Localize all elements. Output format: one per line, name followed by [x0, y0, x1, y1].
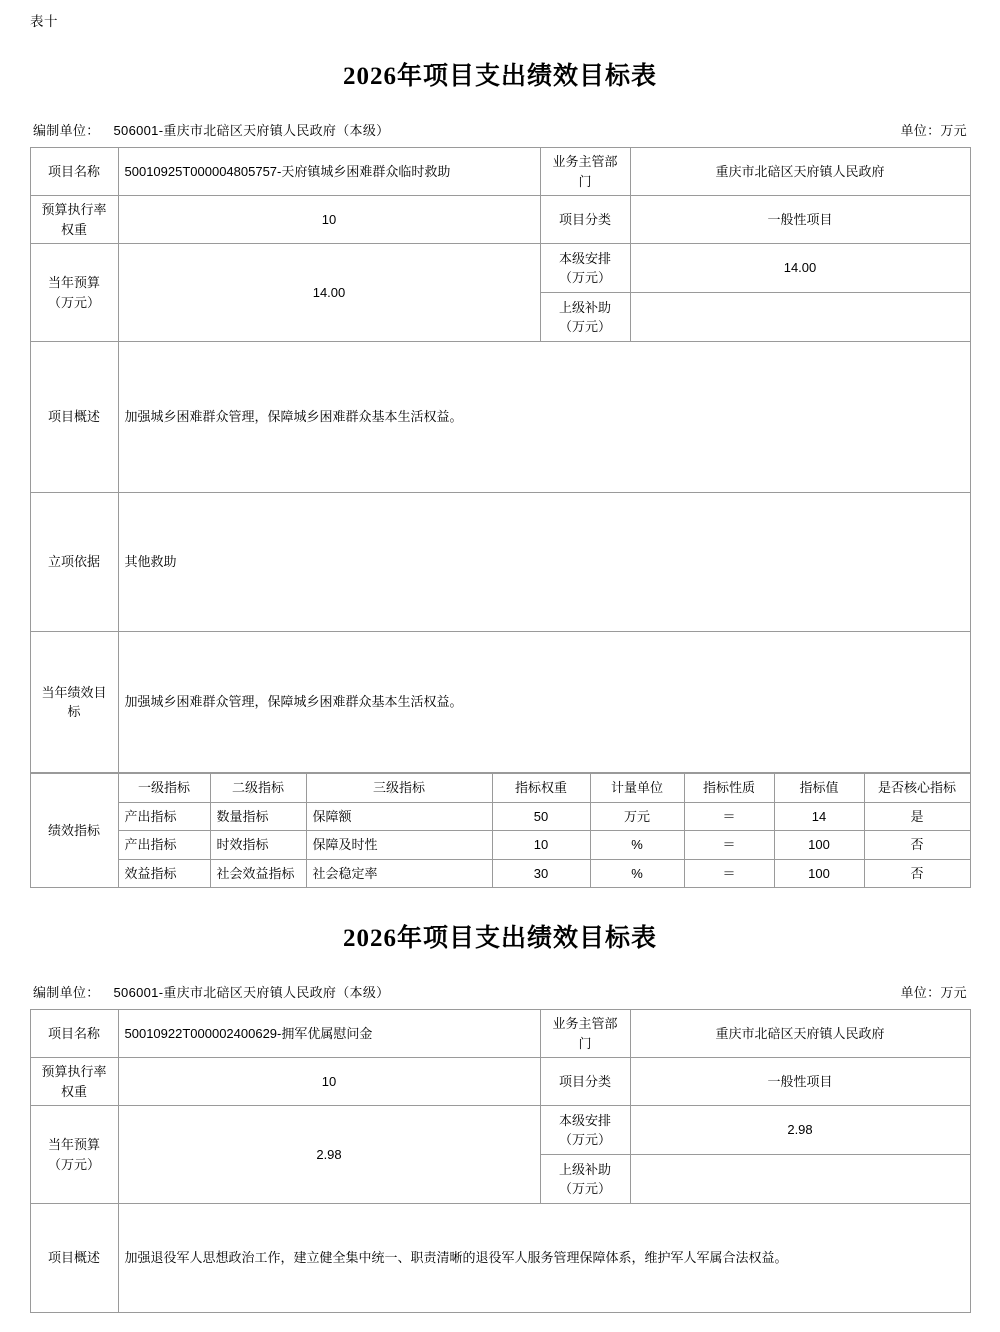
upper-subsidy-value	[630, 293, 970, 342]
current-year-budget-label-2: 当年预算（万元）	[30, 1106, 118, 1204]
project-category-label-2: 项目分类	[540, 1058, 630, 1106]
indicator-level2: 时效指标	[210, 831, 306, 860]
budget-exec-weight-value-2: 10	[118, 1058, 540, 1106]
meta-row-1	[0, 120, 1000, 139]
annual-perf-target-value: 加强城乡困难群众管理，保障城乡困难群众基本生活权益。	[118, 632, 970, 773]
indicator-level3: 保障及时性	[306, 831, 492, 860]
indicator-weight: 50	[492, 802, 590, 831]
project-overview-label: 项目概述	[30, 342, 118, 493]
local-arrangement-value-2: 2.98	[630, 1106, 970, 1155]
project-category-label: 项目分类	[540, 196, 630, 244]
indicator-col-value: 指标值	[774, 774, 864, 803]
indicator-core: 否	[864, 859, 970, 888]
page-title: 2026年项目支出绩效目标表	[342, 63, 657, 90]
annual-perf-target-label: 当年绩效目标	[30, 632, 118, 773]
approval-basis-value: 其他救助	[118, 493, 970, 632]
project-overview-value: 加强城乡困难群众管理，保障城乡困难群众基本生活权益。	[118, 342, 970, 493]
perf-indicator-label: 绩效指标	[30, 774, 118, 888]
indicator-level3: 社会稳定率	[306, 859, 492, 888]
meta-row-2	[0, 982, 1000, 1001]
indicator-core: 是	[864, 802, 970, 831]
indicator-header-row	[30, 774, 970, 803]
indicator-col-level3: 三级指标	[306, 774, 492, 803]
prepared-by-label: 编制单位：	[33, 123, 100, 138]
indicator-nature: ＝	[684, 802, 774, 831]
indicator-col-unit: 计量单位	[590, 774, 684, 803]
local-arrangement-label: 本级安排（万元）	[540, 244, 630, 293]
budget-exec-weight-value: 10	[118, 196, 540, 244]
indicator-core: 否	[864, 831, 970, 860]
table-row	[30, 632, 970, 773]
supervising-dept-value: 重庆市北碚区天府镇人民政府	[630, 148, 970, 196]
budget-exec-weight-label-2: 预算执行率权重	[30, 1058, 118, 1106]
project-category-value-2: 一般性项目	[630, 1058, 970, 1106]
indicator-value: 14	[774, 802, 864, 831]
budget-exec-weight-label: 预算执行率权重	[30, 196, 118, 244]
supervising-dept-label: 业务主管部门	[540, 148, 630, 196]
indicator-nature: ＝	[684, 859, 774, 888]
prepared-by-label-2: 编制单位：	[33, 985, 100, 1000]
indicator-level2: 数量指标	[210, 802, 306, 831]
upper-subsidy-label: 上级补助（万元）	[540, 293, 630, 342]
project-overview-value-2: 加强退役军人思想政治工作，建立健全集中统一、职责清晰的退役军人服务管理保障体系，维护军人军属合法权益。	[118, 1204, 970, 1313]
unit-note-1: 单位：万元	[900, 123, 967, 138]
approval-basis-label: 立项依据	[30, 493, 118, 632]
table-row	[30, 802, 970, 831]
indicator-col-weight: 指标权重	[492, 774, 590, 803]
upper-subsidy-value-2	[630, 1155, 970, 1204]
indicator-level1: 产出指标	[118, 831, 210, 860]
project-name-label-2: 项目名称	[30, 1010, 118, 1058]
prepared-unit-value: 506001-重庆市北碚区天府镇人民政府（本级）	[113, 123, 390, 138]
local-arrangement-label-2: 本级安排（万元）	[540, 1106, 630, 1155]
indicator-unit: %	[590, 831, 684, 860]
page-title-2: 2026年项目支出绩效目标表	[342, 925, 657, 952]
project-name-value-2: 50010922T000002400629-拥军优属慰问金	[118, 1010, 540, 1058]
current-year-budget-value-2: 2.98	[118, 1106, 540, 1204]
prepared-by-block	[33, 120, 389, 139]
table-row	[30, 342, 970, 493]
indicator-level3: 保障额	[306, 802, 492, 831]
indicator-weight: 30	[492, 859, 590, 888]
indicator-level2: 社会效益指标	[210, 859, 306, 888]
indicator-table-1	[30, 773, 971, 888]
unit-note-2: 单位：万元	[900, 985, 967, 1000]
local-arrangement-value: 14.00	[630, 244, 970, 293]
table-row	[30, 196, 970, 244]
prepared-unit-value-2: 506001-重庆市北碚区天府镇人民政府（本级）	[113, 985, 390, 1000]
table-row	[30, 831, 970, 860]
table-row	[30, 1106, 970, 1155]
project-category-value: 一般性项目	[630, 196, 970, 244]
current-year-budget-label: 当年预算（万元）	[30, 244, 118, 342]
prepared-by-block-2	[33, 982, 389, 1001]
performance-table-2	[30, 1009, 971, 1313]
supervising-dept-value-2: 重庆市北碚区天府镇人民政府	[630, 1010, 970, 1058]
project-name-value: 50010925T000004805757-天府镇城乡困难群众临时救助	[118, 148, 540, 196]
indicator-value: 100	[774, 831, 864, 860]
indicator-unit: 万元	[590, 802, 684, 831]
project-name-label: 项目名称	[30, 148, 118, 196]
indicator-value: 100	[774, 859, 864, 888]
upper-subsidy-label-2: 上级补助（万元）	[540, 1155, 630, 1204]
form-number-label: 表十	[30, 14, 58, 29]
supervising-dept-label-2: 业务主管部门	[540, 1010, 630, 1058]
table-row	[30, 1010, 970, 1058]
table-row	[30, 1204, 970, 1313]
table-row	[30, 493, 970, 632]
indicator-level1: 效益指标	[118, 859, 210, 888]
project-overview-label-2: 项目概述	[30, 1204, 118, 1313]
performance-table-1	[30, 147, 971, 773]
table-row	[30, 244, 970, 293]
indicator-col-nature: 指标性质	[684, 774, 774, 803]
indicator-weight: 10	[492, 831, 590, 860]
table-row	[30, 148, 970, 196]
indicator-col-level1: 一级指标	[118, 774, 210, 803]
indicator-unit: %	[590, 859, 684, 888]
indicator-level1: 产出指标	[118, 802, 210, 831]
current-year-budget-value: 14.00	[118, 244, 540, 342]
indicator-col-core: 是否核心指标	[864, 774, 970, 803]
table-row	[30, 1058, 970, 1106]
indicator-col-level2: 二级指标	[210, 774, 306, 803]
indicator-nature: ＝	[684, 831, 774, 860]
table-row	[30, 859, 970, 888]
